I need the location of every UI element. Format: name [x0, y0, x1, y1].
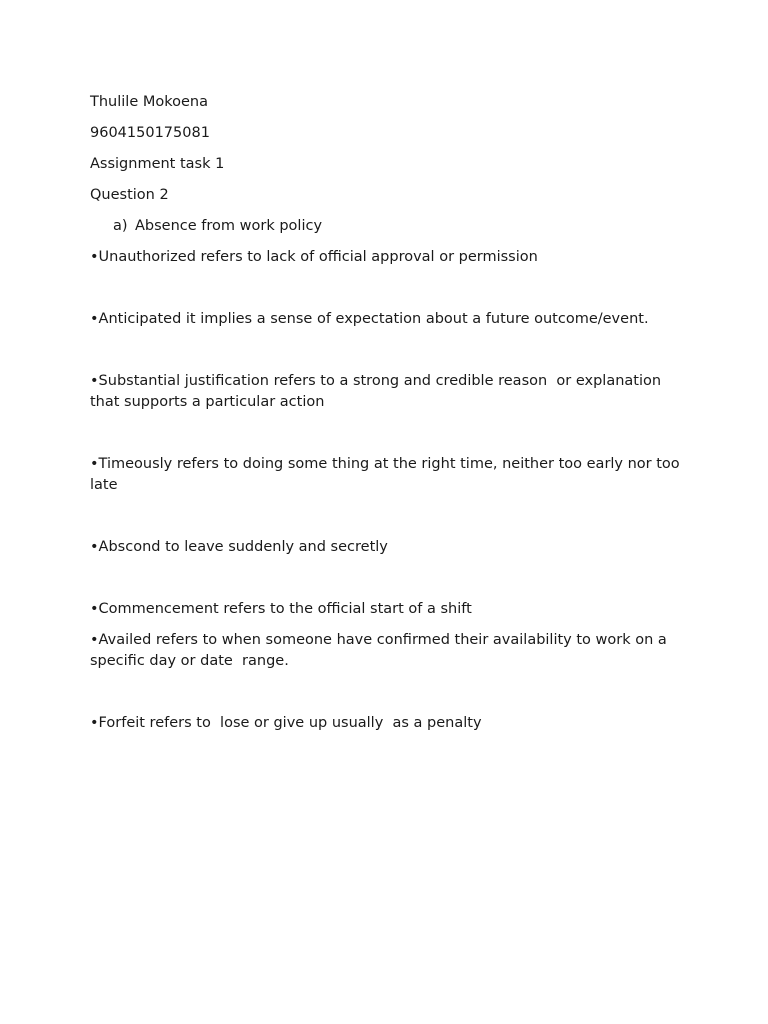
student-name: Thulile Mokoena — [90, 94, 208, 110]
section-title: Absence from work policy — [135, 218, 323, 234]
definition-forfeit: •Forfeit refers to lose or give up usually as a penalty — [90, 715, 482, 731]
document-page — [90, 92, 690, 734]
definition-anticipated: •Anticipated it implies a sense of expectation about a future outcome/event. — [90, 311, 649, 327]
section-heading — [90, 216, 690, 237]
id-number: 9604150175081 — [90, 125, 210, 141]
definition-abscond: •Abscond to leave suddenly and secretly — [90, 539, 388, 555]
assignment-title: Assignment task 1 — [90, 156, 225, 172]
list-marker: a) — [113, 218, 128, 234]
definition-unauthorized: •Unauthorized refers to lack of official approval or permission — [90, 249, 538, 265]
definition-availed: •Availed refers to when someone have confirmed their availability to work on a specific day or date range. — [90, 632, 672, 669]
definition-timeously: •Timeously refers to doing some thing at the right time, neither too early nor too late — [90, 456, 685, 493]
definition-commencement: •Commencement refers to the official start of a shift — [90, 601, 472, 617]
definition-substantial-justification: •Substantial justification refers to a strong and credible reason or explanation that supports a particular action — [90, 373, 666, 410]
question-heading: Question 2 — [90, 187, 169, 203]
